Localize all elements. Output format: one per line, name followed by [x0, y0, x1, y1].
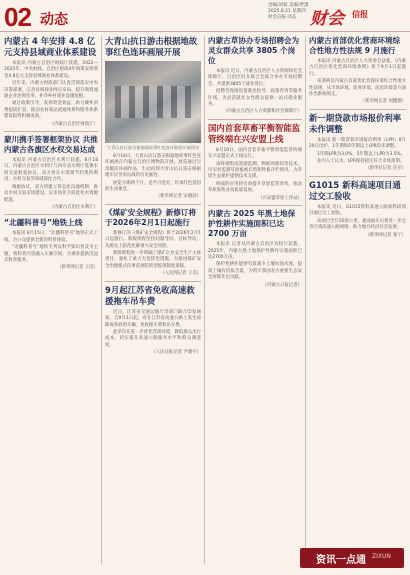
headline: 大青山抗日游击根据地故事红色连环画展开展 [105, 36, 198, 57]
paragraph: 新修订的《煤矿安全规程》将于2026年2月1日起施行。新版规程坚持问题导向、目标导向，从源头上防范化解重大安全风险。 [105, 230, 201, 249]
credit: （新华网记者 王洁） [57, 265, 98, 271]
column-3 [208, 34, 302, 566]
meta-editor: 责编/刘斌 美编/贾潇 [268, 3, 309, 8]
credit: （新华网记者 张宁） [365, 232, 406, 238]
credit: （人民日报记者 尹晓宇） [151, 350, 201, 356]
newspaper-logo-sub: 信报 [352, 10, 368, 19]
divider [4, 214, 98, 215]
paragraph: 该条例是内蒙古首部优化营商环境综合性地方性法规，从市场环境、政务环境、法治环境等方面作出系统规定。 [309, 79, 406, 98]
headline: 蒙川携手签署框架协议 共推内蒙古各旗区水权交易达成 [4, 135, 98, 155]
paragraph: 本报讯 近日，G1015铁科高速公路新科段项目通过交工验收。 [309, 204, 406, 217]
paragraph: 本报讯 8月15日，“北疆科普号”地铁正式上线，为公众提供全新的科普体验。 [4, 231, 98, 243]
paragraph: 新版规程进一步明确了煤矿企业安全生产主体责任，强化了重大灾害防治措施，为推进煤矿安全治理模式向事前预防转型提供制度保障。 [105, 251, 201, 269]
meta-page: 财会信报·动态 [268, 15, 297, 20]
divider [208, 205, 302, 206]
divider [309, 109, 406, 110]
exhibition-photo [105, 61, 201, 143]
section-title: 动态 [40, 12, 68, 28]
divider [208, 119, 302, 120]
banner-title: 资讯一点通 [316, 555, 366, 566]
issue-meta [268, 3, 308, 21]
divider [309, 176, 406, 177]
paragraph: 保护性耕作能够有效减少土壤风蚀水蚀，提高土壤有机质含量，为筑牢我国北方重要生态安全屏障作出贡献。 [208, 262, 302, 281]
headline: 《煤矿安全规程》新修订将于2026年2月1日起施行 [105, 207, 197, 227]
headline: “北疆科普号”地铁上线 [4, 218, 83, 228]
paragraph: 此举旨在进一步优化营商环境，降低群众出行成本，切实提升高速公路服务水平和群众满意度。 [105, 329, 201, 348]
credit: （兴安盟草原工作站） [258, 195, 302, 201]
headline: 内蒙古 4 年安排 4.8 亿元支持县域商业体系建设 [4, 36, 97, 57]
paragraph: 近年来，内蒙古财政部门认真贯彻落实中央决策部署，完善县域商业网点布局，提升商贸流通企业连锁化率，补齐乡村商业设施短板。 [4, 81, 98, 100]
paragraph: 本报讯 近日，内蒙古自治区人力资源和社会保障厅、自治区妇女联合会联合举办专场招聘会，共提供3805个就业岗位。 [208, 69, 302, 87]
credit: （内蒙古日报记者） [262, 282, 302, 288]
paragraph: 通过政策引导，发挥资金效益，助力城乡消费提质扩容，推动农村商品流通体系和服务体系建设取得积极成效。 [4, 101, 98, 120]
page-number: 02 [4, 2, 31, 32]
credit: （新华社记者 任军） [365, 166, 406, 172]
page-header [0, 0, 410, 32]
column-rule [305, 36, 306, 564]
paragraph: 该终端集成遥感监测、物联网感知等技术，可实时监测草原植被长势和牲畜存栏情况，为草原生态保护提供技术支撑。 [208, 161, 302, 180]
paragraph: 本报讯 内蒙古自治区水利厅获悉，8月18日，内蒙古自治区水利厅与四川省水利厅签署水权交易框架协议，双方将在水资源节约集约利用、水权交易等领域深化合作。 [4, 158, 98, 183]
credit: （人民网记者 王美） [160, 271, 201, 277]
column-4 [309, 34, 406, 544]
paragraph: 1年期LPR为3.0%，5年期以上LPR为3.5%。 [317, 151, 406, 157]
paragraph: 本报讯 内蒙古自治区人大常委会获悉，《内蒙古自治区优化营商环境条例》将于9月1日起施行。 [309, 59, 406, 77]
paragraph: 招聘会现场设置就业指导、政策咨询等服务区域，为灵活就业女性群众提供一站式就业服务。 [208, 89, 302, 108]
paragraph: 展览为期两个月，是学习党史、传承红色基因的生动课堂。 [105, 180, 201, 193]
paragraph: 8月18日，大青山抗日游击根据地故事红色连环画展在内蒙古自治区博物院开展。展览通过百余幅连环画作品，生动再现大青山抗日游击根据地军民英勇抗战的历史画卷。 [105, 154, 201, 179]
newspaper-logo: 财会 [310, 9, 344, 29]
paragraph: 本报讯 内蒙古自治区财政厅获悉，2022—2025年，中央财政、自治区财政4年统筹安排资金4.8亿元支持县域商业体系建设。 [4, 61, 98, 79]
divider [4, 131, 98, 132]
paragraph: 终端的应用将有效提升草原监管效率，推动草原畜牧业高质量发展。 [208, 181, 302, 194]
headline: 内蒙古 2025 年黑土地保护性耕作实施面积已达 2700 万亩 [208, 209, 296, 239]
headline: 9月起江苏省免收高速救援拖车吊车费 [105, 284, 195, 306]
credit: （新华网记者 宋晓萍） [155, 194, 201, 200]
paragraph: 业内人士认为，LPR保持稳定符合市场预期。 [317, 159, 405, 165]
column-1 [4, 34, 98, 566]
paragraph: 本报讯 记者从内蒙古自治区农牧厅获悉，2025年，内蒙古黑土地保护性耕作实施面积已达2700万亩。 [208, 242, 302, 260]
headline: 新一期贷款市场报价利率未作调整 [309, 112, 402, 134]
credit: （内蒙古自治区水利厅） [49, 204, 98, 210]
divider [105, 281, 201, 282]
credit: （内蒙古自治区财政厅） [49, 121, 98, 127]
column-rule [101, 36, 102, 564]
paragraph: 8月19日，国内首套草畜平衡智能监管终端在兴安盟正式上线运行。 [208, 147, 302, 160]
paragraph: 该项目全长50余公里，建成通车后将进一步完善区域高速公路网络，助力地方经济社会发展。 [309, 218, 406, 231]
headline: G1015 新科高速项目通过交工验收 [309, 179, 401, 201]
headline: 内蒙古首部优化营商环境综合性地方性法规 9 月施行 [309, 36, 401, 55]
paragraph: 本报讯 新一期贷款市场报价利率（LPR）8月20日出炉，1年期和5年期以上LPR均未调整。 [309, 137, 406, 150]
paragraph: 根据协议，双方将建立常态化沟通机制，推动水权交易市场建设，以市场化手段优化水资源配置。 [4, 184, 98, 203]
headline: 内蒙古草协办专场招聘会为灵女群众共享 3805 个岗位 [208, 36, 300, 65]
credit: （新华网记者 刘懿德） [360, 99, 406, 105]
divider [105, 204, 201, 205]
banner-subtitle: ZIXUN [372, 553, 391, 560]
headline: 国内首套草畜平衡智能监管终端在兴安盟上线 [208, 122, 301, 144]
credit: （内蒙古自治区人力资源和社会保障厅） [222, 109, 302, 115]
column-2 [105, 34, 201, 566]
meta-date: 2025.8.21 星期四 [268, 9, 306, 14]
paragraph: “北疆科普号”地铁专列以科学知识普及为主题，将科普内容融入车厢空间，为乘客提供沉浸式科普服务。 [4, 245, 98, 263]
column-rule [204, 36, 205, 564]
paragraph: 近日，江苏省交通运输厅等部门联合印发通知，自9月1日起，对在江苏省高速公路上发生故障或事故的车辆，免收拖车费和吊车费。 [105, 309, 201, 328]
photo-caption: 大青山抗日游击根据地故事红色连环画展开展现场 [106, 145, 200, 150]
